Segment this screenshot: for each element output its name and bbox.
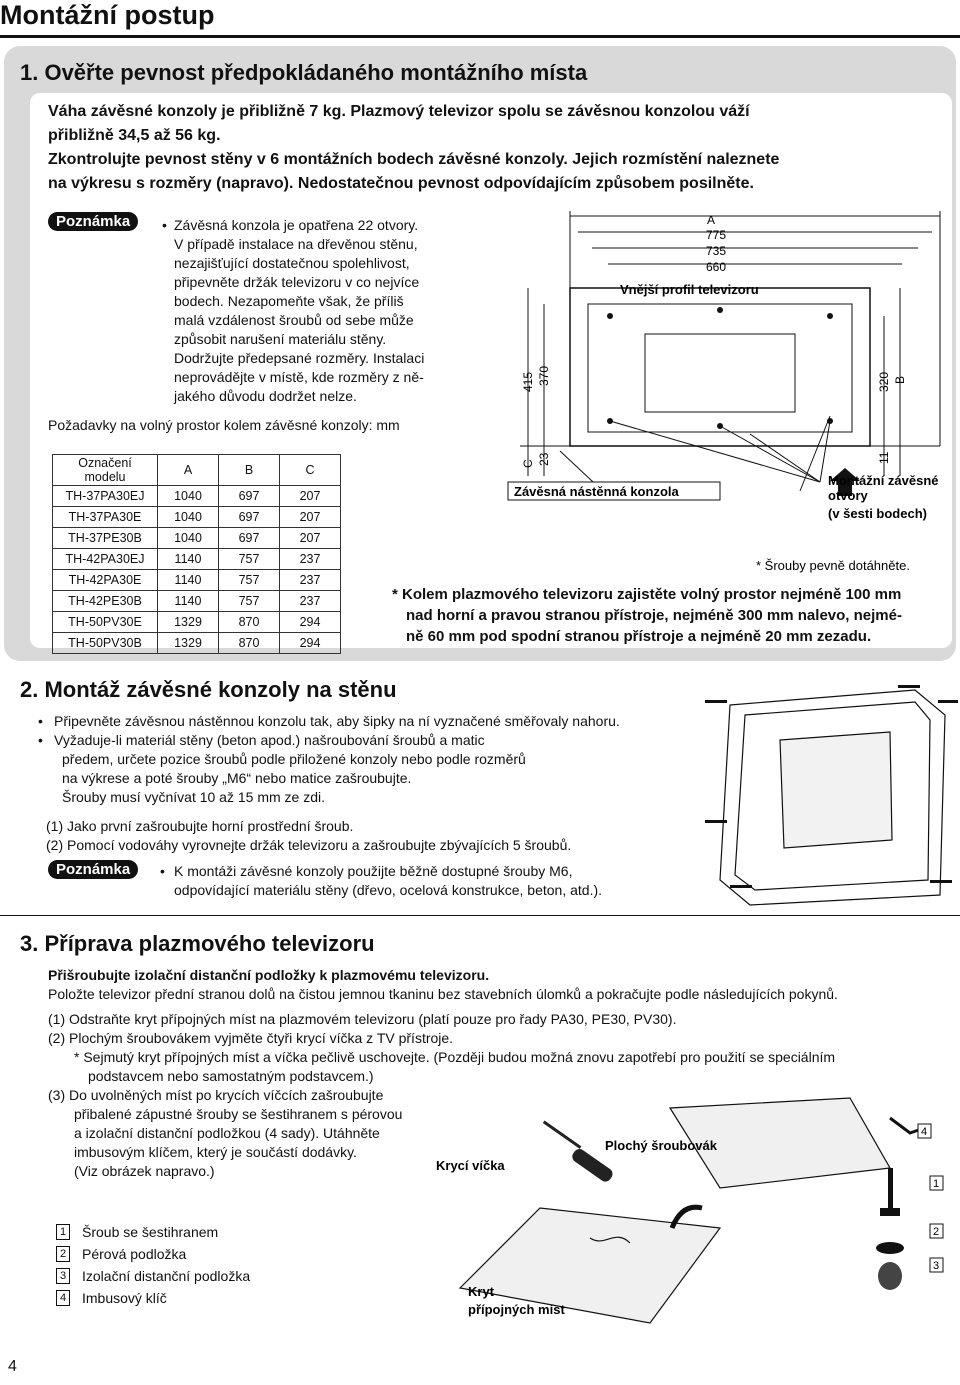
note-body [174, 216, 494, 406]
outer-profile-label: Vnější profil televizoru [620, 282, 759, 297]
table-row [53, 570, 341, 591]
table-cell: 1140 [158, 549, 219, 570]
table-cell: 697 [219, 486, 280, 507]
section3-intro: Položte televizor přední stranou dolů na čistou jemnou tkaninu bez stavebních úlomků a pokračujte podle následujících pokynů. [48, 986, 838, 1002]
note-line: malá vzdálenost šroubů od sebe může [174, 312, 414, 328]
title-rule [0, 35, 960, 38]
clearance-note [392, 584, 952, 647]
note-line: odpovídající materiálu stěny (dřevo, ocelová konstrukce, beton, atd.). [174, 882, 603, 898]
note-line: jakého důvodu dodržet nelze. [174, 388, 357, 404]
legend-number: 2 [56, 1246, 70, 1262]
table-header: A [158, 455, 219, 486]
table-cell: 237 [280, 591, 341, 612]
note-badge [48, 212, 138, 231]
table-row [53, 486, 341, 507]
table-cell: 1140 [158, 570, 219, 591]
note-badge [48, 860, 138, 879]
table-cell: 697 [219, 507, 280, 528]
wall-bracket-panel [780, 732, 892, 848]
table-cell: 207 [280, 486, 341, 507]
legend-item [56, 1246, 250, 1262]
legend-label: Imbusový klíč [82, 1290, 167, 1306]
section-divider [0, 915, 960, 916]
legend-label: Izolační distanční podložka [82, 1268, 251, 1284]
note-label: Poznámka [48, 212, 138, 231]
section2-bullet: • Připevněte závěsnou nástěnnou konzolu tak, aby šipky na ní vyznačené směřovaly nahoru. [38, 712, 718, 731]
callout-3: 3 [933, 1260, 940, 1272]
note-line: neprovádějte v místě, kde rozměry z ně- [174, 369, 424, 385]
table-cell: 757 [219, 591, 280, 612]
legend-item [56, 1268, 250, 1284]
table-cell: 1329 [158, 633, 219, 654]
table-cell: 757 [219, 570, 280, 591]
section2-line: Šrouby musí vyčnívat 10 až 15 mm ze zdi. [62, 789, 325, 805]
section3-star-line: * Sejmutý kryt přípojných míst a víčka pečlivě uschovejte. (Později budou možná znovu zapotřebí pro použití se speciálním [74, 1049, 836, 1065]
section2-line: na výkrese a poté šrouby „M6“ nebo matice zašroubujte. [62, 770, 412, 786]
section1-line: přibližně 34,5 až 56 kg. [48, 127, 221, 144]
table-cell: 1040 [158, 507, 219, 528]
dim-320-label: 320 [877, 371, 891, 392]
bracket-dimension-diagram [500, 206, 952, 576]
callout-4: 4 [921, 1126, 928, 1138]
legend-item [56, 1224, 250, 1240]
table-cell: TH-42PE30B [53, 591, 158, 612]
clearance-line: * Kolem plazmového televizoru zajistěte volný prostor nejméně 100 mm [392, 586, 902, 603]
table-cell: TH-37PE30B [53, 528, 158, 549]
flat-screwdriver-label: Plochý šroubovák [605, 1138, 717, 1153]
dim-775-label: 775 [705, 228, 727, 242]
table-cell: TH-42PA30E [53, 570, 158, 591]
dim-735-label: 735 [705, 244, 727, 258]
section2-body [38, 712, 718, 855]
page-title: Montážní postup [0, 0, 215, 30]
table-cell: 870 [219, 633, 280, 654]
section1-heading: 1. Ověřte pevnost předpokládaného montážního místa [20, 60, 588, 85]
table-cell: TH-42PA30EJ [53, 549, 158, 570]
note-line: nezajišťující dostatečnou spolehlivost, [174, 255, 410, 271]
section1-line: na výkresu s rozměry (napravo). Nedostatečnou pevnost odpovídajícím způsobem posilněte. [48, 175, 754, 192]
legend-number: 3 [56, 1268, 70, 1284]
note-label: Poznámka [48, 860, 138, 879]
legend-number: 4 [56, 1290, 70, 1306]
section2-step: (1) Jako první zašroubujte horní prostřední šroub. [46, 818, 354, 834]
table-row [53, 528, 341, 549]
space-requirement: Požadavky na volný prostor kolem závěsné konzoly: mm [48, 417, 400, 433]
note-line: způsobit narušení materiálu stěny. [174, 331, 387, 347]
section3-step3-line: přibalené zápustné šrouby se šestihranem s pérovou [74, 1106, 403, 1122]
section1-line: Váha závěsné konzoly je přibližně 7 kg. Plazmový televizor spolu se závěsnou konzolou váží [48, 103, 750, 120]
dim-415-label: 415 [521, 371, 535, 392]
section3-bold-line: Přišroubujte izolační distanční podložky k plazmovému televizoru. [48, 967, 490, 983]
holes-label: otvory [828, 488, 868, 503]
dim-23-label: 23 [537, 452, 551, 466]
note-line: Dodržujte předepsané rozměry. Instalaci [174, 350, 425, 366]
note-line: bodech. Nezapomeňte však, že příliš [174, 293, 404, 309]
mounting-holes [607, 307, 833, 429]
bracket-label: Závěsná nástěnná konzola [514, 484, 679, 499]
bracket-wall-figure [700, 680, 960, 910]
holes-label: Montážní závěsné [828, 473, 939, 488]
table-cell: TH-50PV30E [53, 612, 158, 633]
dim-a-label: A [706, 213, 716, 227]
cover-label: Kryt [468, 1284, 495, 1299]
table-cell: 870 [219, 612, 280, 633]
clearance-line: ně 60 mm pod spodní stranou přístroje a nejméně 20 mm zezadu. [406, 628, 872, 645]
table-cell: TH-37PA30E [53, 507, 158, 528]
legend-item [56, 1290, 250, 1306]
note-line: • Závěsná konzola je opatřena 22 otvory. [162, 216, 494, 235]
callout-2: 2 [933, 1226, 940, 1238]
dim-660-label: 660 [705, 260, 727, 274]
table-header: C [280, 455, 341, 486]
section3-step3-line: (3) Do uvolněných míst po krycích víčcích zašroubujte [48, 1087, 384, 1103]
table-cell: 237 [280, 549, 341, 570]
section3-step3-line: imbusovým klíčem, který je součástí dodávky. [74, 1144, 357, 1160]
table-cell: 207 [280, 507, 341, 528]
section3-heading: 3. Příprava plazmového televizoru [20, 931, 375, 956]
section3-step3-line: (Viz obrázek napravo.) [74, 1163, 215, 1179]
table-cell: 1040 [158, 528, 219, 549]
bracket-frame [588, 304, 852, 432]
dim-370-label: 370 [537, 365, 551, 386]
legend-number: 1 [56, 1224, 70, 1240]
note-line: připevněte držák televizoru v co nejvíce [174, 274, 420, 290]
table-row [53, 591, 341, 612]
table-cell: 1329 [158, 612, 219, 633]
holes-label: (v šesti bodech) [828, 506, 927, 521]
hole-pointer-lines [610, 421, 830, 482]
dim-11-label: 11 [877, 451, 891, 464]
section3-step3 [48, 1086, 478, 1181]
section2-note [174, 862, 714, 900]
legend-label: Pérová podložka [82, 1246, 187, 1262]
section1-line: Zkontrolujte pevnost stěny v 6 montážních bodech závěsné konzoly. Jejich rozmístění naleznete [48, 151, 780, 168]
section2-heading: 2. Montáž závěsné konzoly na stěnu [20, 677, 397, 702]
table-cell: 757 [219, 549, 280, 570]
table-header: B [219, 455, 280, 486]
legend-label: Šroub se šestihranem [82, 1224, 219, 1240]
cover-label: přípojných míst [468, 1302, 565, 1317]
table-cell: 697 [219, 528, 280, 549]
table-row [53, 612, 341, 633]
note-line: V případě instalace na dřevěnou stěnu, [174, 236, 418, 252]
table-cell: 294 [280, 612, 341, 633]
table-header-row [53, 455, 341, 486]
section3-star-line: podstavcem nebo samostatným podstavcem.) [88, 1068, 374, 1084]
section2-line: předem, určete pozice šroubů podle přiložené konzoly nebo podle rozměrů [62, 751, 526, 767]
screw-set-icon [876, 1168, 904, 1290]
screws-note: * Šrouby pevně dotáhněte. [756, 558, 910, 573]
parts-legend [56, 1224, 250, 1312]
section3-step: (2) Plochým šroubovákem vyjměte čtyři krycí víčka z TV přístroje. [48, 1030, 454, 1046]
table-cell: 1140 [158, 591, 219, 612]
table-row [53, 507, 341, 528]
tv-preparation-figure [420, 1078, 960, 1330]
bracket-center-panel [645, 334, 795, 412]
caps-label: Krycí víčka [436, 1158, 505, 1173]
page-number: 4 [8, 1358, 17, 1375]
table-cell: TH-50PV30B [53, 633, 158, 654]
table-row [53, 633, 341, 654]
note-line: • K montáži závěsné konzoly použijte běžně dostupné šrouby M6, [160, 862, 714, 881]
table-cell: 207 [280, 528, 341, 549]
table-row [53, 549, 341, 570]
section2-bullet: • Vyžaduje-li materiál stěny (beton apod.) našroubování šroubů a matic [38, 731, 718, 750]
section2-step: (2) Pomocí vodováhy vyrovnejte držák televizoru a zašroubujte zbývajících 5 šroubů. [46, 837, 572, 853]
model-table [52, 454, 341, 654]
callout-1: 1 [933, 1178, 940, 1190]
dim-c-label: C [521, 459, 535, 468]
table-cell: TH-37PA30EJ [53, 486, 158, 507]
dim-b-label: B [893, 375, 907, 384]
table-cell: 294 [280, 633, 341, 654]
section3-body [48, 966, 948, 1086]
section1-text [48, 100, 948, 196]
table-cell: 1040 [158, 486, 219, 507]
section3-step3-line: a izolační distanční podložkou (4 sady). Utáhněte [74, 1125, 380, 1141]
section3-step: (1) Odstraňte kryt přípojných míst na plazmovém televizoru (platí pouze pro řady PA30, PE30, PV30). [48, 1011, 677, 1027]
clearance-line: nad horní a pravou stranou přístroje, nejméně 300 mm nalevo, nejmé- [406, 607, 902, 624]
table-header: Označení modelu [53, 455, 158, 486]
table-cell: 237 [280, 570, 341, 591]
